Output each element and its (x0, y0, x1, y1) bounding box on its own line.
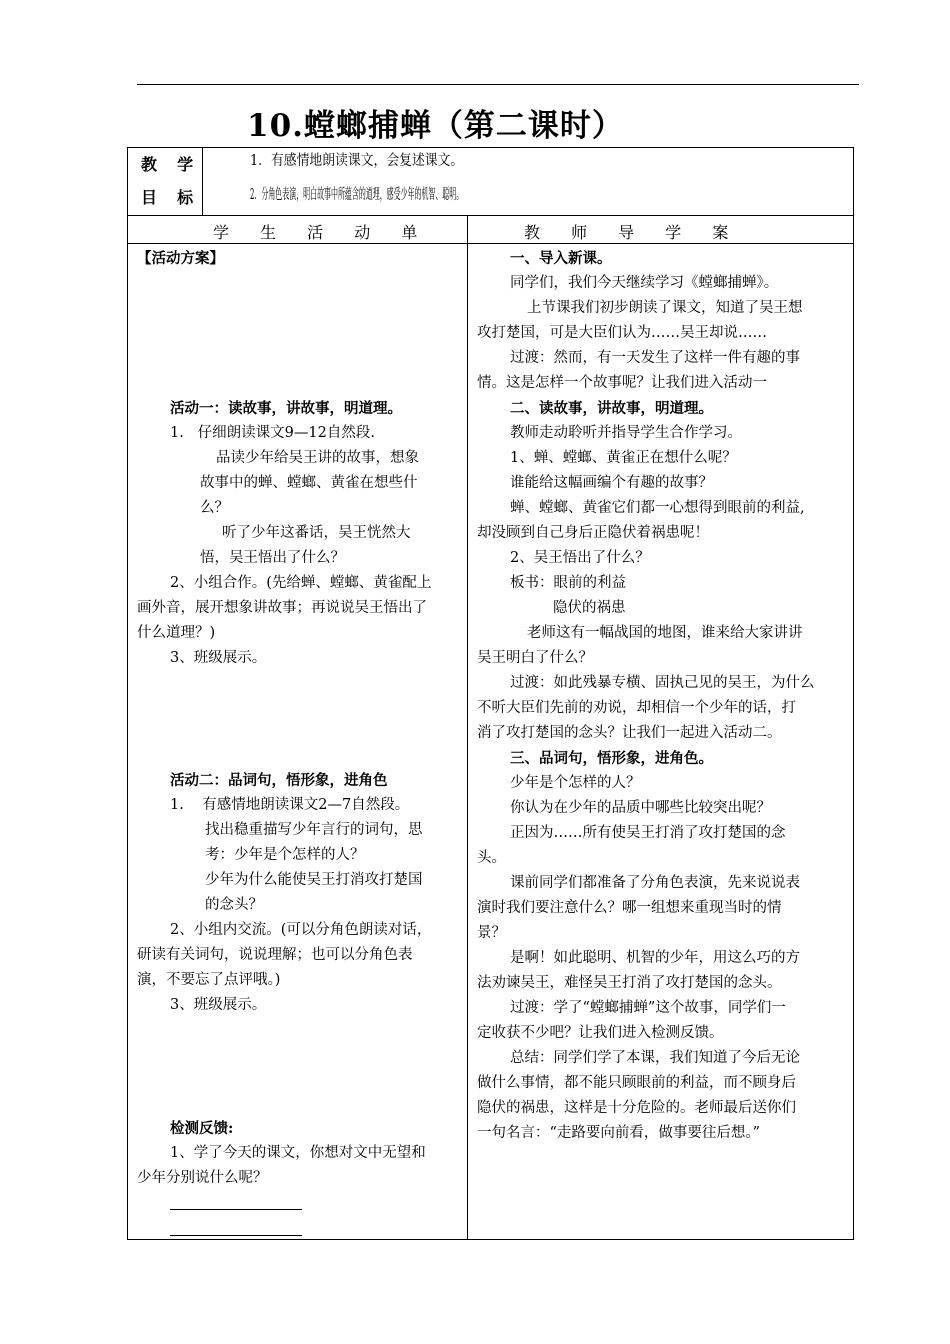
activity1-line: 2、小组合作。(先给蝉、螳螂、黄雀配上 (170, 575, 432, 591)
answer-blank[interactable] (170, 1235, 302, 1236)
activity1-line: 品读少年给吴王讲的故事，想象 (216, 450, 419, 466)
teacher-line: 却没顾到自己身后正隐伏着祸患呢！ (477, 525, 709, 541)
activity2-line: 考：少年是个怎样的人？ (205, 847, 365, 863)
teacher-line: 隐伏的祸患，这样是十分危险的。老师最后送你们 (477, 1100, 796, 1116)
teacher-line: 上节课我们初步朗读了课文，知道了吴王想 (527, 300, 803, 316)
activity2-line: 2、小组内交流。(可以分角色朗读对话， (170, 922, 432, 938)
teacher-line: 攻打楚国，可是大臣们认为……吴王却说…… (477, 325, 767, 341)
teacher-line: 正因为……所有使吴王打消了攻打楚国的念 (510, 825, 786, 841)
teacher-line: 课前同学们都准备了分角色表演，先来说说表 (510, 875, 800, 891)
teacher-column-header: 教 师 导 学 案 (524, 223, 742, 242)
teacher-line: 过渡：然而，有一天发生了这样一件有趣的事 (510, 350, 800, 366)
page-title: 10.螳螂捕蝉（第二课时） (247, 108, 624, 144)
teacher-line: 老师这有一幅战国的地图，谁来给大家讲讲 (527, 625, 803, 641)
teacher-line: 你认为在少年的品质中哪些比较突出呢？ (510, 800, 771, 816)
activity1-line: 什么道理？) (137, 625, 216, 641)
feedback-heading: 检测反馈: (170, 1120, 234, 1137)
activity1-line: 听了少年这番话，吴王恍然大 (222, 525, 411, 541)
teacher-line: 不听大臣们先前的劝说，却相信一个少年的话，打 (477, 700, 796, 716)
teacher-line: 总结：同学们学了本课，我们知道了今后无论 (510, 1050, 800, 1066)
teacher-line: 少年是个怎样的人？ (510, 775, 641, 791)
activity1-heading: 活动一：读故事，讲故事，明道理。 (170, 400, 402, 417)
objective-item: 1．有感情地朗读课文，会复述课文。 (250, 153, 464, 169)
student-column-header: 学 生 活 动 单 (213, 223, 431, 242)
teacher-line: 谁能给这幅画编个有趣的故事？ (510, 475, 713, 491)
teacher-line: 情。这是怎样一个故事呢？让我们进入活动一 (477, 375, 767, 391)
teacher-line: 二、读故事，讲故事，明道理。 (510, 400, 713, 417)
teacher-line: 一句名言：“走路要向前看，做事要往后想。” (477, 1125, 761, 1141)
activity2-line: 少年为什么能使吴王打消攻打楚国 (205, 872, 423, 888)
teacher-line: 一、导入新课。 (510, 250, 612, 267)
teacher-line: 教师走动聆听并指导学生合作学习。 (510, 425, 742, 441)
activity1-line: 3、班级展示。 (170, 650, 267, 666)
activity2-line: 3、班级展示。 (170, 997, 267, 1013)
teacher-line: 头。 (477, 850, 506, 866)
teacher-line: 做什么事情，都不能只顾眼前的利益，而不顾身后 (477, 1075, 796, 1091)
teacher-line: 景？ (477, 925, 506, 941)
top-rule (137, 84, 859, 85)
teacher-line: 2、吴王悟出了什么？ (510, 550, 650, 566)
activity2-line: 找出稳重描写少年言行的词句，思 (205, 822, 423, 838)
teacher-line: 同学们，我们今天继续学习《螳螂捕蝉》。 (510, 275, 779, 291)
activity2-heading: 活动二：品词句，悟形象，进角色 (170, 772, 388, 789)
activity1-line: 画外音，展开想象讲故事；再说说吴王悟出了 (137, 600, 427, 616)
activity2-line: 研读有关词句，说说理解；也可以分角色表 (137, 947, 413, 963)
columns-header-rule (127, 243, 854, 244)
activity1-line: 故事中的蝉、螳螂、黄雀在想些什 (200, 475, 418, 491)
activity1-line: 么？ (200, 500, 229, 516)
teacher-line: 过渡：如此残暴专横、固执己见的吴王，为什么 (510, 675, 815, 691)
teacher-line: 蝉、螳螂、黄雀它们都一心想得到眼前的利益, (510, 500, 805, 516)
teacher-line: 吴王明白了什么？ (477, 650, 593, 666)
teacher-line: 1、蝉、螳螂、黄雀正在想什么呢？ (510, 450, 737, 466)
teacher-line: 法劝谏吴王，难怪吴王打消了攻打楚国的念头。 (477, 975, 782, 991)
teacher-line: 板书：眼前的利益 (510, 575, 626, 591)
activity1-line: 悟，吴王悟出了什么？ (200, 550, 345, 566)
teacher-line: 是啊！如此聪明、机智的少年，用这么巧的方 (510, 950, 800, 966)
objectives-bottom-rule (127, 215, 854, 216)
objectives-label-line1: 教 学 (141, 155, 197, 174)
answer-blank[interactable] (170, 1209, 302, 1210)
feedback-line: 1、学了今天的课文，你想对文中无望和 (170, 1145, 426, 1161)
objective-item: 2．分角色表演，明白故事中所蕴含的道理，感受少年的机智、聪明。 (250, 187, 464, 203)
objectives-divider (202, 147, 203, 215)
activity2-line: 演，不要忘了点评哦。) (137, 972, 281, 988)
teacher-line: 定收获不少吧？让我们进入检测反馈。 (477, 1025, 724, 1041)
teacher-line: 过渡：学了“螳螂捕蝉”这个故事，同学们一 (510, 1000, 786, 1016)
teacher-line: 演时我们要注意什么？哪一组想来重现当时的情 (477, 900, 782, 916)
objectives-label-line2: 目 标 (141, 188, 197, 207)
activity1-line: 1. 仔细朗读课文9—12自然段. (170, 425, 375, 441)
teacher-line: 消了攻打楚国的念头？让我们一起进入活动二。 (477, 725, 782, 741)
teacher-line: 三、品词句，悟形象，进角色。 (510, 750, 713, 767)
column-divider (467, 215, 468, 1240)
feedback-line: 少年分别说什么呢？ (137, 1170, 268, 1186)
activity2-line: 的念头？ (205, 897, 263, 913)
plan-heading: 【活动方案】 (137, 250, 224, 267)
activity2-line: 1. 有感情地朗读课文2—7自然段。 (170, 797, 410, 813)
teacher-line: 隐伏的祸患 (553, 600, 626, 616)
